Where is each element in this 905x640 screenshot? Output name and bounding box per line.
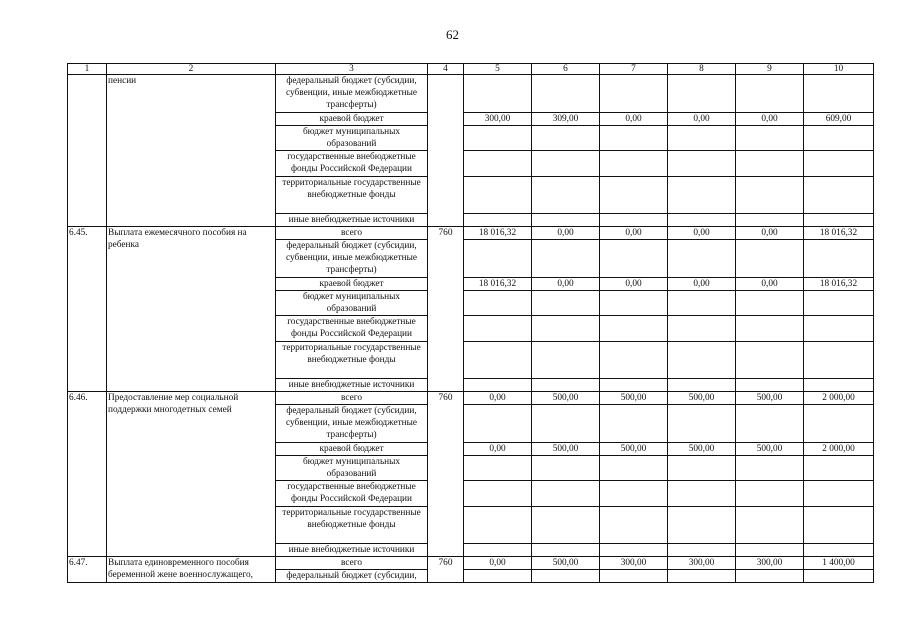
amount-cell: 0,00 — [464, 391, 532, 404]
amount-cell: 0,00 — [464, 556, 532, 569]
funding-source: государственные внебюджетные фонды Российской Федерации — [276, 316, 428, 341]
amount-cell: 500,00 — [668, 442, 736, 455]
amount-cell: 0,00 — [464, 442, 532, 455]
amount-cell — [804, 570, 874, 583]
funding-source: иные внебюджетные источники — [276, 378, 428, 391]
funding-source: иные внебюджетные источники — [276, 213, 428, 226]
amount-cell: 500,00 — [532, 391, 600, 404]
amount-cell — [600, 455, 668, 480]
amount-cell: 0,00 — [736, 112, 804, 125]
amount-cell: 609,00 — [804, 112, 874, 125]
amount-cell — [668, 506, 736, 543]
amount-cell: 500,00 — [600, 442, 668, 455]
amount-cell — [464, 151, 532, 176]
amount-cell — [600, 75, 668, 113]
amount-cell: 500,00 — [600, 391, 668, 404]
column-header: 3 — [276, 64, 428, 75]
amount-cell: 300,00 — [464, 112, 532, 125]
amount-cell — [668, 290, 736, 315]
amount-cell — [532, 455, 600, 480]
amount-cell — [600, 125, 668, 150]
amount-cell: 0,00 — [668, 226, 736, 239]
amount-cell — [736, 570, 804, 583]
amount-cell — [532, 378, 600, 391]
amount-cell: 300,00 — [600, 556, 668, 569]
amount-cell — [736, 213, 804, 226]
amount-cell — [804, 405, 874, 443]
amount-cell — [804, 481, 874, 506]
amount-cell — [668, 543, 736, 556]
funding-source: всего — [276, 226, 428, 239]
amount-cell — [804, 506, 874, 543]
amount-cell — [600, 213, 668, 226]
amount-cell — [668, 378, 736, 391]
amount-cell — [804, 240, 874, 278]
amount-cell — [532, 290, 600, 315]
amount-cell — [668, 176, 736, 213]
amount-cell — [804, 151, 874, 176]
amount-cell — [464, 341, 532, 378]
amount-cell — [668, 405, 736, 443]
column-header: 9 — [736, 64, 804, 75]
amount-cell — [668, 316, 736, 341]
grbs-code: 760 — [428, 226, 464, 391]
amount-cell — [736, 125, 804, 150]
amount-cell — [464, 405, 532, 443]
funding-source: государственные внебюджетные фонды Российской Федерации — [276, 151, 428, 176]
amount-cell — [804, 341, 874, 378]
amount-cell — [532, 125, 600, 150]
funding-source: краевой бюджет — [276, 442, 428, 455]
column-header: 2 — [107, 64, 276, 75]
amount-cell — [600, 481, 668, 506]
column-header: 6 — [532, 64, 600, 75]
funding-source: территориальные государственные внебюджетные фонды — [276, 506, 428, 543]
item-code: 6.45. — [68, 226, 107, 391]
amount-cell: 0,00 — [532, 226, 600, 239]
amount-cell: 300,00 — [668, 556, 736, 569]
header-row — [68, 64, 874, 75]
table-row — [68, 556, 874, 569]
amount-cell — [464, 316, 532, 341]
amount-cell — [600, 543, 668, 556]
amount-cell — [532, 405, 600, 443]
amount-cell — [532, 481, 600, 506]
funding-source: федеральный бюджет (субсидии, субвенции, иные межбюджетные трансферты) — [276, 405, 428, 443]
amount-cell — [804, 290, 874, 315]
amount-cell — [804, 455, 874, 480]
amount-cell: 1 400,00 — [804, 556, 874, 569]
amount-cell: 0,00 — [532, 277, 600, 290]
amount-cell: 0,00 — [668, 277, 736, 290]
table-row — [68, 391, 874, 404]
amount-cell — [668, 75, 736, 113]
amount-cell — [532, 75, 600, 113]
amount-cell — [804, 176, 874, 213]
amount-cell — [600, 151, 668, 176]
amount-cell — [736, 405, 804, 443]
amount-cell — [464, 176, 532, 213]
amount-cell — [464, 240, 532, 278]
column-header: 8 — [668, 64, 736, 75]
amount-cell — [736, 378, 804, 391]
column-header: 7 — [600, 64, 668, 75]
item-code: 6.47. — [68, 556, 107, 582]
amount-cell: 18 016,32 — [464, 277, 532, 290]
item-code: 6.46. — [68, 391, 107, 556]
amount-cell — [464, 481, 532, 506]
funding-source: федеральный бюджет (субсидии, субвенции, иные межбюджетные трансферты) — [276, 240, 428, 278]
amount-cell: 0,00 — [600, 112, 668, 125]
amount-cell — [804, 75, 874, 113]
amount-cell — [532, 151, 600, 176]
amount-cell: 18 016,32 — [804, 277, 874, 290]
column-header: 1 — [68, 64, 107, 75]
funding-source: всего — [276, 556, 428, 569]
amount-cell: 0,00 — [600, 277, 668, 290]
amount-cell: 500,00 — [736, 442, 804, 455]
funding-source: федеральный бюджет (субсидии, субвенции, иные межбюджетные трансферты) — [276, 75, 428, 113]
amount-cell: 0,00 — [736, 277, 804, 290]
amount-cell — [600, 570, 668, 583]
amount-cell: 2 000,00 — [804, 442, 874, 455]
funding-source: иные внебюджетные источники — [276, 543, 428, 556]
table-row — [68, 226, 874, 239]
amount-cell — [464, 455, 532, 480]
table-row — [68, 75, 874, 113]
amount-cell — [804, 378, 874, 391]
column-header: 5 — [464, 64, 532, 75]
amount-cell — [600, 341, 668, 378]
amount-cell — [600, 240, 668, 278]
amount-cell — [668, 125, 736, 150]
amount-cell — [532, 543, 600, 556]
amount-cell — [464, 378, 532, 391]
amount-cell: 18 016,32 — [464, 226, 532, 239]
funding-source: бюджет муниципальных образований — [276, 455, 428, 480]
amount-cell — [464, 125, 532, 150]
amount-cell — [804, 316, 874, 341]
item-name: Выплата ежемесячного пособия на ребенка — [107, 226, 276, 391]
amount-cell — [736, 455, 804, 480]
item-code — [68, 75, 107, 227]
grbs-code: 760 — [428, 391, 464, 556]
funding-source: бюджет муниципальных образований — [276, 290, 428, 315]
amount-cell — [532, 506, 600, 543]
amount-cell — [668, 455, 736, 480]
amount-cell: 500,00 — [736, 391, 804, 404]
amount-cell: 500,00 — [532, 442, 600, 455]
amount-cell — [532, 176, 600, 213]
column-header: 4 — [428, 64, 464, 75]
grbs-code — [428, 75, 464, 227]
amount-cell — [600, 378, 668, 391]
amount-cell — [804, 213, 874, 226]
amount-cell — [532, 213, 600, 226]
amount-cell — [736, 316, 804, 341]
amount-cell — [736, 151, 804, 176]
amount-cell — [736, 290, 804, 315]
amount-cell — [532, 316, 600, 341]
amount-cell — [804, 543, 874, 556]
amount-cell — [600, 290, 668, 315]
amount-cell — [668, 240, 736, 278]
funding-source: федеральный бюджет (субсидии, — [276, 570, 428, 583]
page-number: 62 — [446, 27, 459, 42]
amount-cell — [736, 543, 804, 556]
amount-cell — [736, 75, 804, 113]
amount-cell — [600, 405, 668, 443]
budget-table — [67, 63, 874, 583]
amount-cell — [600, 316, 668, 341]
amount-cell — [668, 151, 736, 176]
amount-cell — [600, 176, 668, 213]
amount-cell: 2 000,00 — [804, 391, 874, 404]
amount-cell — [600, 506, 668, 543]
amount-cell: 0,00 — [668, 112, 736, 125]
funding-source: государственные внебюджетные фонды Российской Федерации — [276, 481, 428, 506]
amount-cell — [464, 213, 532, 226]
amount-cell: 309,00 — [532, 112, 600, 125]
funding-source: территориальные государственные внебюджетные фонды — [276, 341, 428, 378]
funding-source: территориальные государственные внебюджетные фонды — [276, 176, 428, 213]
column-header: 10 — [804, 64, 874, 75]
amount-cell — [464, 75, 532, 113]
amount-cell: 500,00 — [532, 556, 600, 569]
funding-source: краевой бюджет — [276, 277, 428, 290]
amount-cell — [668, 213, 736, 226]
amount-cell — [668, 481, 736, 506]
amount-cell — [464, 506, 532, 543]
amount-cell — [736, 341, 804, 378]
amount-cell — [464, 290, 532, 315]
amount-cell — [532, 570, 600, 583]
amount-cell: 300,00 — [736, 556, 804, 569]
item-name: Предоставление мер социальной поддержки многодетных семей — [107, 391, 276, 556]
amount-cell — [736, 240, 804, 278]
amount-cell — [804, 125, 874, 150]
funding-source: всего — [276, 391, 428, 404]
amount-cell — [668, 341, 736, 378]
amount-cell: 500,00 — [668, 391, 736, 404]
amount-cell — [532, 240, 600, 278]
amount-cell — [736, 176, 804, 213]
funding-source: бюджет муниципальных образований — [276, 125, 428, 150]
table-body — [68, 64, 874, 583]
amount-cell — [464, 570, 532, 583]
amount-cell — [736, 506, 804, 543]
amount-cell: 0,00 — [736, 226, 804, 239]
amount-cell: 18 016,32 — [804, 226, 874, 239]
amount-cell — [532, 341, 600, 378]
amount-cell: 0,00 — [600, 226, 668, 239]
amount-cell — [736, 481, 804, 506]
item-name: Выплата единовременного пособия беременной жене военнослужащего, — [107, 556, 276, 582]
grbs-code: 760 — [428, 556, 464, 582]
amount-cell — [464, 543, 532, 556]
amount-cell — [668, 570, 736, 583]
item-name: пенсии — [107, 75, 276, 227]
funding-source: краевой бюджет — [276, 112, 428, 125]
